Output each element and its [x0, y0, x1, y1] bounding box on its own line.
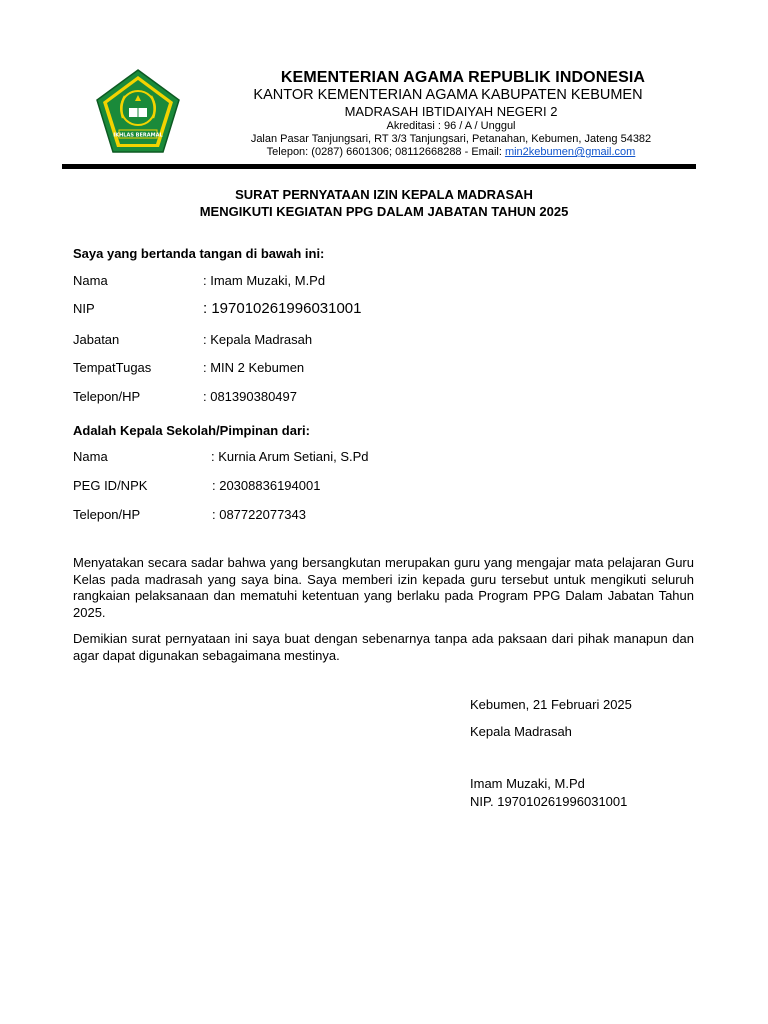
- field-value: : Kurnia Arum Setiani, S.Pd: [211, 449, 369, 464]
- field-label: PEG ID/NPK: [73, 478, 148, 493]
- field-value: : 087722077343: [212, 507, 306, 522]
- place-date: Kebumen, 21 Februari 2025: [470, 697, 632, 712]
- signer-row-nip: [73, 301, 693, 319]
- teacher-row-telepon: [73, 507, 693, 525]
- closing-paragraph: Demikian surat pernyataan ini saya buat dengan sebenarnya tanpa ada paksaan dari pihak manapun dan agar dapat digunakan sebagaimana mestinya.: [73, 631, 694, 663]
- teacher-heading: Adalah Kepala Sekolah/Pimpinan dari:: [73, 423, 310, 438]
- field-value: : 20308836194001: [212, 478, 321, 493]
- teacher-row-peg-id: [73, 478, 693, 496]
- field-label: Nama: [73, 273, 108, 288]
- letterhead: [216, 68, 686, 159]
- signer-row-jabatan: [73, 332, 693, 350]
- field-value: : Imam Muzaki, M.Pd: [203, 273, 326, 288]
- field-value: : 081390380497: [203, 389, 297, 404]
- statement-paragraph: Menyatakan secara sadar bahwa yang bersangkutan merupakan guru yang mengajar mata pelajaran Guru Kelas pada madrasah yang saya bina. Saya memberi izin kepada guru tersebut untuk mengikuti seluruh rangkaian pelaksanaan dan mematuhi ketentuan yang berlaku pada Program PPG Dalam Jabatan Tahun 2025.: [73, 555, 694, 620]
- signer-name: Imam Muzaki, M.Pd: [470, 776, 585, 791]
- title-line-1: SURAT PERNYATAAN IZIN KEPALA MADRASAH: [235, 187, 533, 202]
- field-value: : Kepala Madrasah: [203, 332, 313, 347]
- phone-text: Telepon: (0287) 6601306; 08112668288 - Email:: [266, 146, 505, 158]
- field-label: Telepon/HP: [73, 389, 141, 404]
- title-line-2: MENGIKUTI KEGIATAN PPG DALAM JABATAN TAHUN 2025: [199, 204, 569, 219]
- accreditation: Akreditasi : 96 / A / Unggul: [386, 120, 516, 132]
- signer-row-nama: [73, 273, 693, 291]
- office-name: KANTOR KEMENTERIAN AGAMA KABUPATEN KEBUMEN: [253, 87, 643, 103]
- address: Jalan Pasar Tanjungsari, RT 3/3 Tanjungsari, Petanahan, Kebumen, Jateng 54382: [250, 133, 652, 145]
- signer-row-telepon: [73, 389, 693, 407]
- signer-row-tempat-tugas: [73, 360, 693, 378]
- signer-heading: Saya yang bertanda tangan di bawah ini:: [73, 246, 325, 261]
- signer-position: Kepala Madrasah: [470, 724, 572, 739]
- kemenag-logo: [95, 68, 181, 154]
- field-label: TempatTugas: [73, 360, 152, 375]
- logo-motto: IKHLAS BERAMAL: [113, 132, 163, 139]
- email-link[interactable]: min2kebumen@gmail.com: [504, 146, 636, 158]
- ministry-name: KEMENTERIAN AGAMA REPUBLIK INDONESIA: [280, 69, 646, 86]
- contact-line: [216, 146, 686, 159]
- field-label: Telepon/HP: [73, 507, 141, 522]
- field-label: Nama: [73, 449, 108, 464]
- school-name: MADRASAH IBTIDAIYAH NEGERI 2: [344, 104, 558, 119]
- signer-nip: NIP. 197010261996031001: [470, 794, 628, 809]
- field-value: : MIN 2 Kebumen: [203, 360, 305, 375]
- letter-title: [74, 186, 694, 220]
- letterhead-divider: [62, 164, 696, 169]
- teacher-row-nama: [73, 449, 693, 467]
- field-label: NIP: [73, 301, 95, 316]
- field-label: Jabatan: [73, 332, 120, 347]
- field-value: : 197010261996031001: [203, 300, 362, 317]
